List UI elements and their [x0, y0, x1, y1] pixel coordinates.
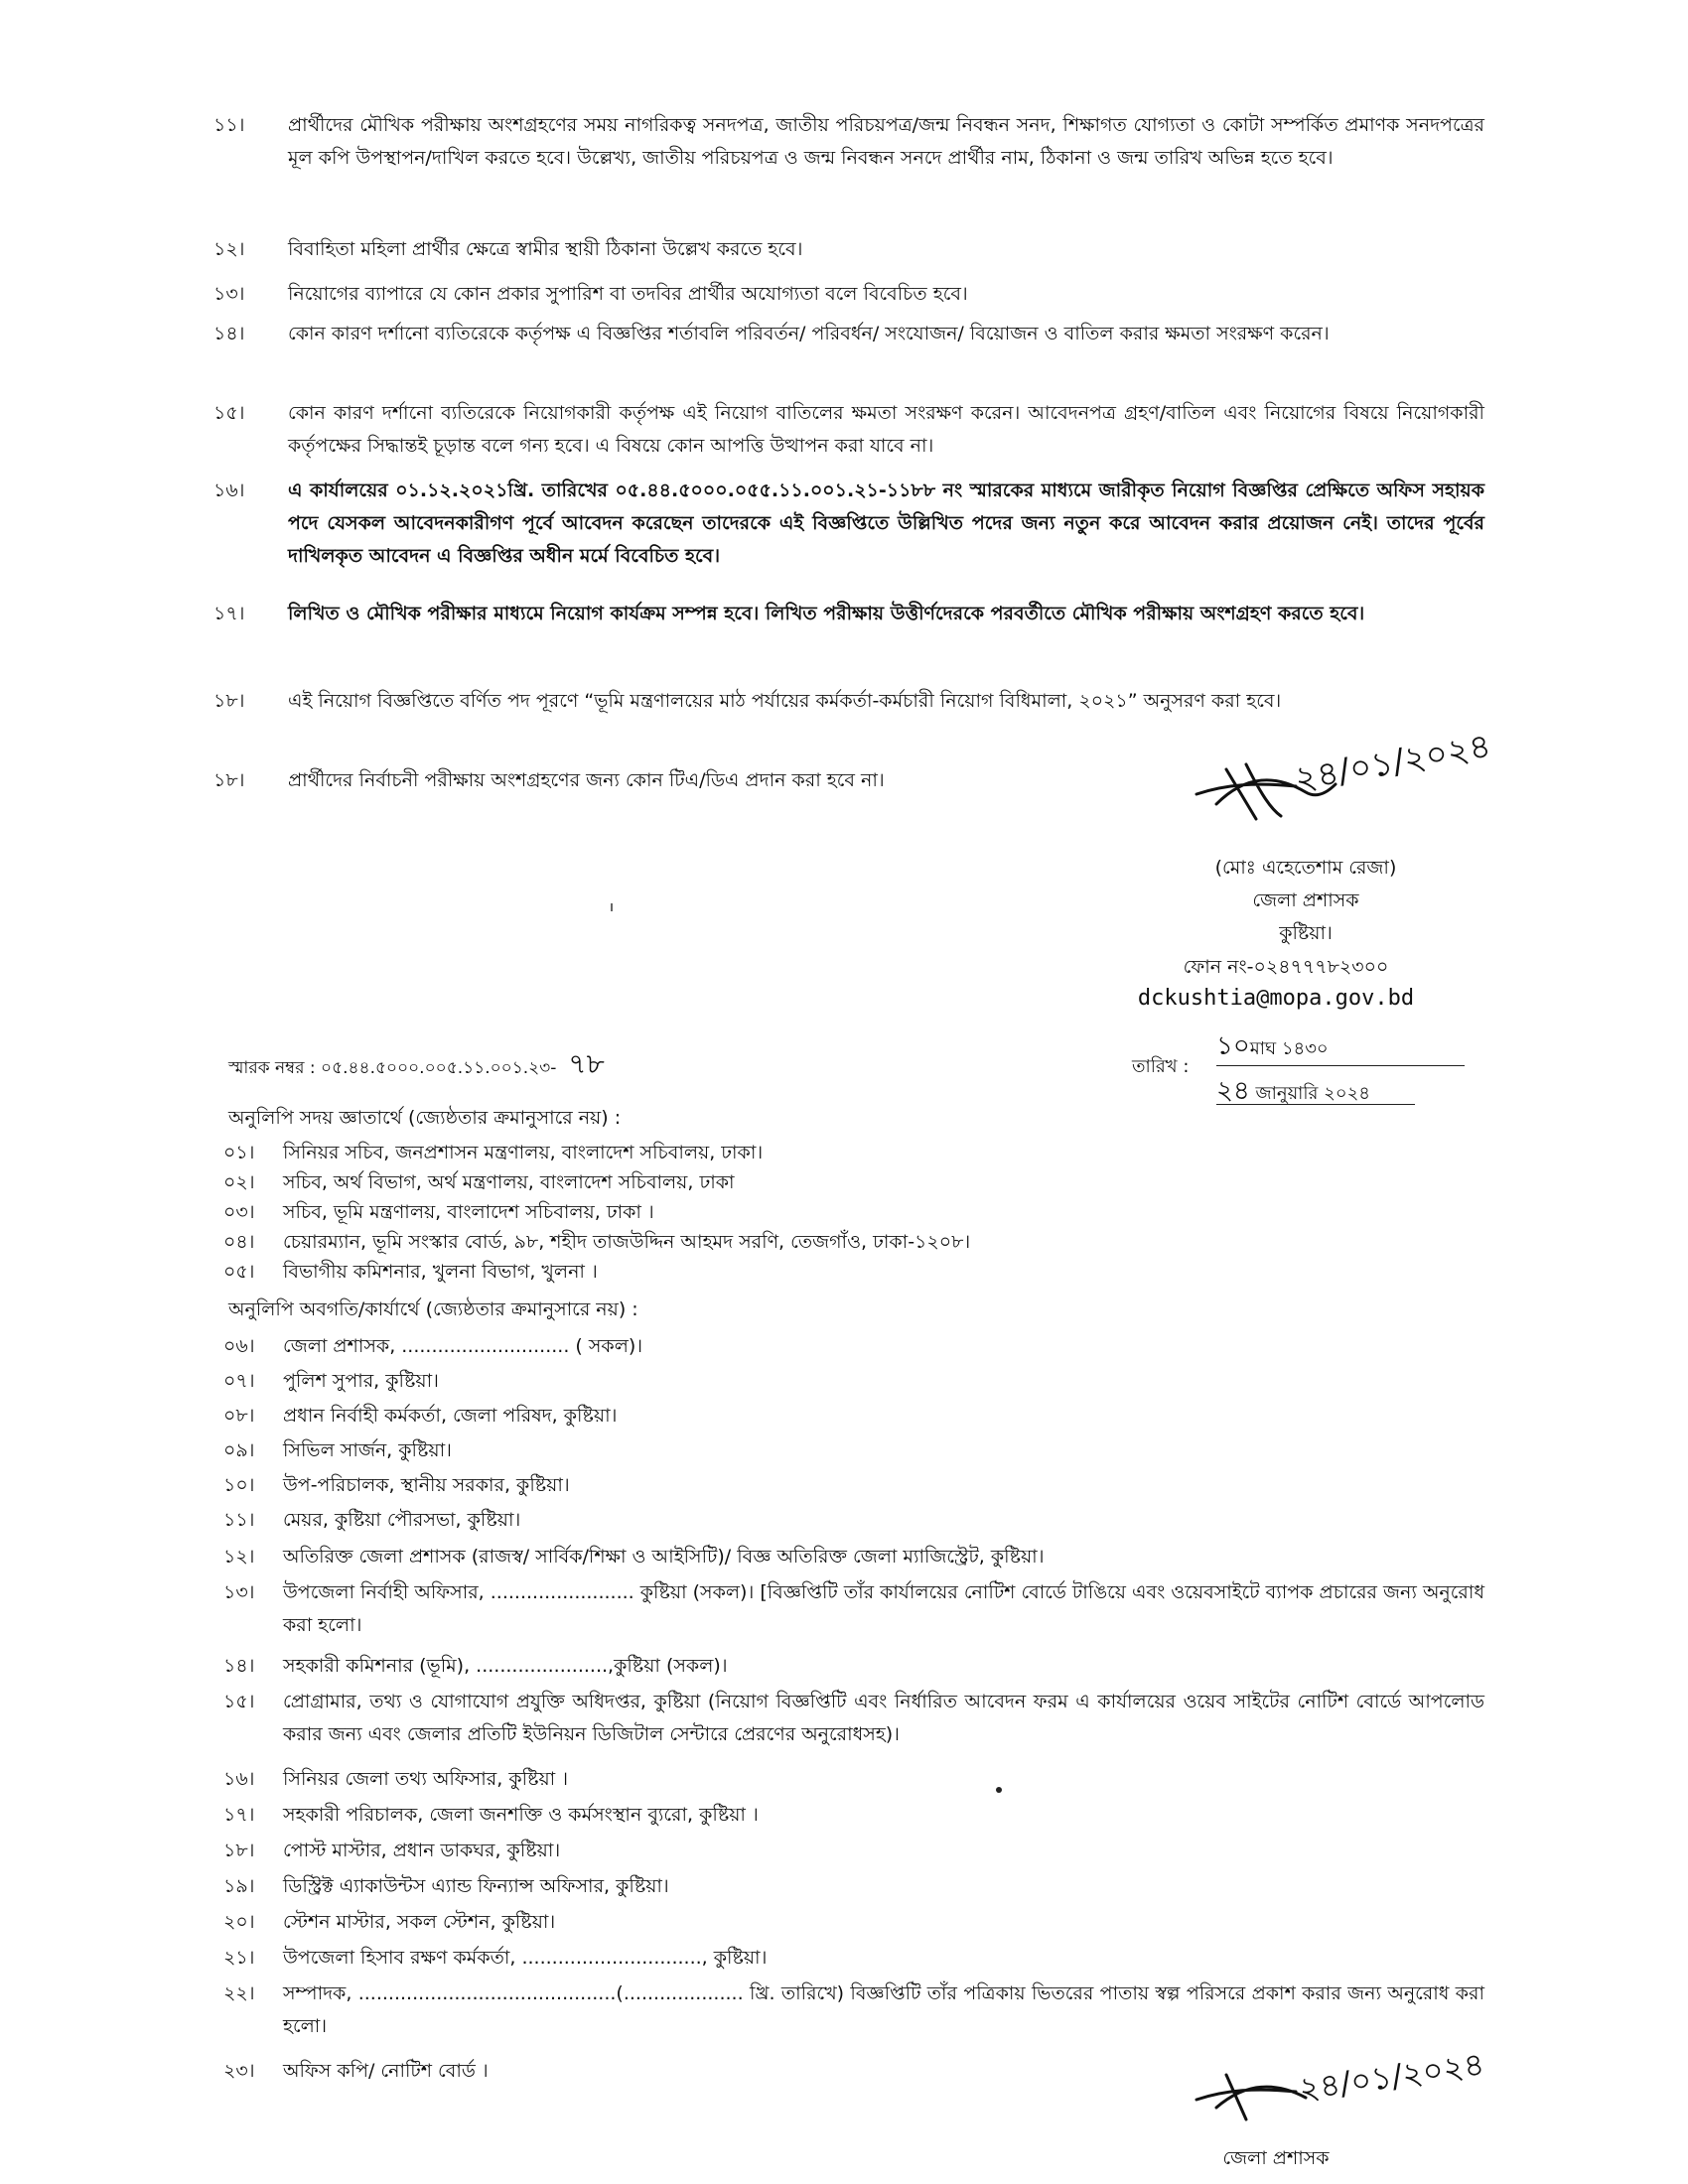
condition-15	[213, 397, 1484, 463]
copy-number: ১৩।	[223, 1581, 255, 1603]
copy-number: ০১।	[223, 1142, 255, 1163]
memo-reference	[228, 1042, 605, 1089]
memo-label: স্মারক নম্বর : ০৫.৪৪.৫০০০.০০৫.১১.০০১.২৩-	[228, 1058, 557, 1078]
date-underline	[1216, 1104, 1415, 1105]
copy-text: পুলিশ সুপার, কুষ্টিয়া।	[283, 1370, 439, 1392]
date-day-bengali: ১০	[1216, 1031, 1250, 1061]
condition-number: ১৪।	[213, 323, 245, 344]
copy-number: ১৭।	[223, 1804, 255, 1826]
condition-text: বিবাহিতা মহিলা প্রার্থীর ক্ষেত্রে স্বামীর স্থায়ী ঠিকানা উল্লেখ করতে হবে।	[288, 238, 803, 260]
copy-number: ১৮।	[223, 1840, 255, 1861]
bottom-designation: জেলা প্রশাসক	[1222, 2147, 1330, 2169]
copy-text: জেলা প্রশাসক, ............................ ( সকল)।	[283, 1335, 643, 1357]
copy-text: অতিরিক্ত জেলা প্রশাসক (রাজস্ব/ সার্বিক/শিক্ষা ও আইসিটি)/ বিজ্ঞ অতিরিক্ত জেলা ম্যাজিস্ট্রেট, কুষ্টিয়া।	[283, 1546, 1045, 1568]
copy-item	[223, 1400, 1484, 1433]
copy-item	[223, 1835, 1484, 1867]
copy-text: সিভিল সার্জন, কুষ্টিয়া।	[283, 1439, 452, 1461]
scan-dot	[611, 903, 613, 911]
condition-18	[213, 685, 1484, 718]
copy-item	[223, 1576, 1484, 1642]
condition-11	[213, 109, 1484, 175]
officer-designation: জেলা প্রশাসক	[1252, 889, 1359, 911]
copy-number: ১৪।	[223, 1655, 255, 1677]
officer-phone: ফোন নং-০২৪৭৭৭৮২৩০০	[1183, 956, 1389, 978]
copy-number: ২০।	[223, 1911, 255, 1933]
copies-action-heading: অনুলিপি অবগতি/কার্যার্থে (জ্যেষ্ঠতার ক্রমানুসারে নয়) :	[228, 1298, 638, 1320]
copy-text: সিনিয়র জেলা তথ্য অফিসার, কুষ্টিয়া ।	[283, 1768, 568, 1790]
copy-item	[223, 1906, 1484, 1939]
condition-number: ১৮।	[213, 690, 245, 712]
copy-text: মেয়র, কুষ্টিয়া পৌরসভা, কুষ্টিয়া।	[283, 1509, 521, 1531]
copy-item	[223, 1365, 1484, 1398]
copy-number: ১২।	[223, 1546, 255, 1568]
copy-number: ০২।	[223, 1171, 255, 1193]
signature-date-top: ২৪/০১/২০২৪	[1292, 726, 1494, 800]
condition-text: নিয়োগের ব্যাপারে যে কোন প্রকার সুপারিশ বা তদবির প্রার্থীর অযোগ্যতা বলে বিবেচিত হবে।	[288, 283, 968, 305]
condition-text: এ কার্যালয়ের ০১.১২.২০২১খ্রি. তারিখের ০৫.৪৪.৫০০০.০৫৫.১১.০০১.২১-১১৮৮ নং স্মারকের মাধ্যমে জারীকৃত নিয়োগ বিজ্ঞপ্তির প্রেক্ষিতে অফিস সহায়ক পদে যেসকল আবেদনকারীগণ পূর্বে আবেদন করেছেন তাদেরকে এই বিজ্ঞপ্তিতে উল্লিখিত পদের জন্য নতুন করে আবেদন করার প্রয়োজন নেই। তাদের পূর্বের দাখিলকৃত আবেদন এ বিজ্ঞপ্তির অধীন মর্মে বিবেচিত হবে।	[288, 479, 1484, 567]
copy-item	[223, 1504, 1484, 1537]
copy-item	[223, 1942, 1484, 1975]
copy-number: ২২।	[223, 1982, 255, 2004]
copy-number: ০৩।	[223, 1201, 255, 1223]
copy-item	[223, 1434, 1484, 1467]
copy-number: ১০।	[223, 1474, 255, 1496]
copy-text: সচিব, অর্থ বিভাগ, অর্থ মন্ত্রণালয়, বাংলাদেশ সচিবালয়, ঢাকা	[283, 1171, 735, 1193]
signature-date-bottom: ২৪/০১/২০২৪	[1296, 2044, 1487, 2109]
condition-number: ১২।	[213, 238, 245, 260]
copy-number: ০৮।	[223, 1405, 255, 1427]
copy-number: ১৬।	[223, 1768, 255, 1790]
officer-place: কুষ্টিয়া।	[1279, 922, 1333, 944]
condition-number: ১৫।	[213, 402, 245, 424]
copy-text: উপজেলা নির্বাহী অফিসার, ........................ কুষ্টিয়া (সকল)। [বিজ্ঞপ্তিটি তাঁর কার্যালয়ের নোটিশ বোর্ডে টাঙিয়ে এবং ওয়েবসাইটে ব্যাপক প্রচারের জন্য অনুরোধ করা হলো।	[283, 1581, 1484, 1636]
copy-text: অফিস কপি/ নোটিশ বোর্ড ।	[283, 2060, 489, 2082]
copy-item	[223, 1650, 1484, 1683]
copy-text: স্টেশন মাস্টার, সকল স্টেশন, কুষ্টিয়া।	[283, 1911, 556, 1933]
scan-dot	[996, 1787, 1002, 1793]
copy-item	[223, 1226, 1484, 1259]
copy-text: প্রধান নির্বাহী কর্মকর্তা, জেলা পরিষদ, কুষ্টিয়া।	[283, 1405, 618, 1427]
copy-item	[223, 1763, 1484, 1796]
date-day-english: ২৪	[1216, 1076, 1250, 1106]
memo-handwritten-number: ৭৮	[568, 1047, 605, 1080]
copy-item	[223, 1799, 1484, 1832]
condition-number: ১৬।	[213, 479, 245, 501]
date-english	[1216, 1070, 1370, 1114]
copy-item	[223, 1166, 1484, 1199]
date-month-bengali: মাঘ ১৪৩০	[1249, 1038, 1329, 1059]
condition-number: ১৭।	[213, 603, 245, 624]
copy-number: ১১।	[223, 1509, 255, 1531]
copy-text: সহকারী কমিশনার (ভূমি), ......................,কুষ্টিয়া (সকল)।	[283, 1655, 728, 1677]
condition-12	[213, 233, 1484, 266]
condition-14	[213, 318, 1484, 350]
copy-number: ০৭।	[223, 1370, 255, 1392]
condition-text: লিখিত ও মৌখিক পরীক্ষার মাধ্যমে নিয়োগ কার্যক্রম সম্পন্ন হবে। লিখিত পরীক্ষায় উত্তীর্ণদেরকে পরবর্তীতে মৌখিক পরীক্ষায় অংশগ্রহণ করতে হবে।	[288, 603, 1365, 624]
condition-17	[213, 598, 1484, 630]
copy-number: ০৬।	[223, 1335, 255, 1357]
condition-text: কোন কারণ দর্শানো ব্যতিরেকে কর্তৃপক্ষ এ বিজ্ঞপ্তির শর্তাবলি পরিবর্তন/ পরিবর্ধন/ সংযোজন/ বিয়োজন ও বাতিল করার ক্ষমতা সংরক্ষণ করেন।	[288, 323, 1330, 344]
date-bengali	[1216, 1025, 1329, 1069]
date-divider	[1216, 1065, 1465, 1066]
copy-item	[223, 1137, 1484, 1169]
copy-item	[223, 1330, 1484, 1363]
copy-text: চেয়ারম্যান, ভূমি সংস্কার বোর্ড, ৯৮, শহীদ তাজউদ্দিন আহমদ সরণি, তেজগাঁও, ঢাকা-১২০৮।	[283, 1231, 971, 1253]
copy-item	[223, 1256, 1484, 1289]
condition-number: ১১।	[213, 114, 245, 136]
condition-text: প্রার্থীদের নির্বাচনী পরীক্ষায় অংশগ্রহণের জন্য কোন টিএ/ডিএ প্রদান করা হবে না।	[288, 769, 885, 791]
officer-name: (মোঃ এহেতেশাম রেজা)	[1214, 857, 1397, 879]
date-month-english: জানুয়ারি ২০২৪	[1255, 1083, 1370, 1104]
copy-text: উপ-পরিচালক, স্থানীয় সরকার, কুষ্টিয়া।	[283, 1474, 570, 1496]
copy-item	[223, 1541, 1484, 1573]
copy-text: ডিস্ট্রিক্ট এ্যাকাউন্টস এ্যান্ড ফিন্যান্স অফিসার, কুষ্টিয়া।	[283, 1875, 669, 1897]
condition-number: ১৮।	[213, 769, 245, 791]
condition-16	[213, 475, 1484, 573]
copy-item	[223, 1196, 1484, 1229]
copy-text: প্রোগ্রামার, তথ্য ও যোগাযোগ প্রযুক্তি অধিদপ্তর, কুষ্টিয়া (নিয়োগ বিজ্ঞপ্তিটি এবং নির্ধারিত আবেদন ফরম এ কার্যালয়ের ওয়েব সাইটের নোটিশ বোর্ডে আপলোড করার জন্য এবং জেলার প্রতিটি ইউনিয়ন ডিজিটাল সেন্টারে প্রেরণের অনুরোধসহ)।	[283, 1691, 1484, 1745]
copy-number: ০৪।	[223, 1231, 255, 1253]
copy-text: সহকারী পরিচালক, জেলা জনশক্তি ও কর্মসংস্থান ব্যুরো, কুষ্টিয়া ।	[283, 1804, 759, 1826]
officer-email[interactable]: dckushtia@mopa.gov.bd	[1137, 986, 1415, 1011]
copy-number: ২৩।	[223, 2060, 255, 2082]
copy-number: ১৫।	[223, 1691, 255, 1712]
condition-number: ১৩।	[213, 283, 245, 305]
copy-item	[223, 1686, 1484, 1751]
copy-text: সিনিয়র সচিব, জনপ্রশাসন মন্ত্রণালয়, বাংলাদেশ সচিবালয়, ঢাকা।	[283, 1142, 764, 1163]
copy-item	[223, 1870, 1484, 1903]
copy-number: ২১।	[223, 1947, 255, 1969]
copies-info-heading: অনুলিপি সদয় জ্ঞাতার্থে (জ্যেষ্ঠতার ক্রমানুসারে নয়) :	[228, 1107, 622, 1129]
copy-number: ১৯।	[223, 1875, 255, 1897]
copy-text: সম্পাদক, ...........................................(.................... খ্রি. তারিখে) বিজ্ঞপ্তিটি তাঁর পত্রিকায় ভিতরের পাতায় স্বল্প পরিসরে প্রকাশ করার জন্য অনুরোধ করা হলো।	[283, 1982, 1484, 2037]
copy-text: পোস্ট মাস্টার, প্রধান ডাকঘর, কুষ্টিয়া।	[283, 1840, 561, 1861]
copy-number: ০৯।	[223, 1439, 255, 1461]
condition-text: এই নিয়োগ বিজ্ঞপ্তিতে বর্ণিত পদ পূরণে “ভূমি মন্ত্রণালয়ের মাঠ পর্যায়ের কর্মকর্তা-কর্মচারী নিয়োগ বিধিমালা, ২০২১” অনুসরণ করা হবে।	[288, 690, 1282, 712]
condition-13	[213, 278, 1484, 311]
copy-text: সচিব, ভূমি মন্ত্রণালয়, বাংলাদেশ সচিবালয়, ঢাকা ।	[283, 1201, 654, 1223]
condition-text: কোন কারণ দর্শানো ব্যতিরেকে নিয়োগকারী কর্তৃপক্ষ এই নিয়োগ বাতিলের ক্ষমতা সংরক্ষণ করেন। আবেদনপত্র গ্রহণ/বাতিল এবং নিয়োগের বিষয়ে নিয়োগকারী কর্তৃপক্ষের সিদ্ধান্তই চূড়ান্ত বলে গন্য হবে। এ বিষয়ে কোন আপত্তি উত্থাপন করা যাবে না।	[288, 402, 1484, 457]
copy-text: উপজেলা হিসাব রক্ষণ কর্মকর্তা, .............................., কুষ্টিয়া।	[283, 1947, 768, 1969]
condition-text: প্রার্থীদের মৌখিক পরীক্ষায় অংশগ্রহণের সময় নাগরিকত্ব সনদপত্র, জাতীয় পরিচয়পত্র/জন্ম নিবন্ধন সনদ, শিক্ষাগত যোগ্যতা ও কোটা সম্পর্কিত প্রমাণক সনদপত্রের মূল কপি উপস্থাপন/দাখিল করতে হবে। উল্লেখ্য, জাতীয় পরিচয়পত্র ও জন্ম নিবন্ধন সনদে প্রার্থীর নাম, ঠিকানা ও জন্ম তারিখ অভিন্ন হতে হবে।	[288, 114, 1484, 169]
copy-text: বিভাগীয় কমিশনার, খুলনা বিভাগ, খুলনা ।	[283, 1261, 598, 1283]
copy-item	[223, 1978, 1484, 2043]
copy-item	[223, 1469, 1484, 1502]
date-label: তারিখ :	[1132, 1056, 1190, 1077]
copy-number: ০৫।	[223, 1261, 255, 1283]
